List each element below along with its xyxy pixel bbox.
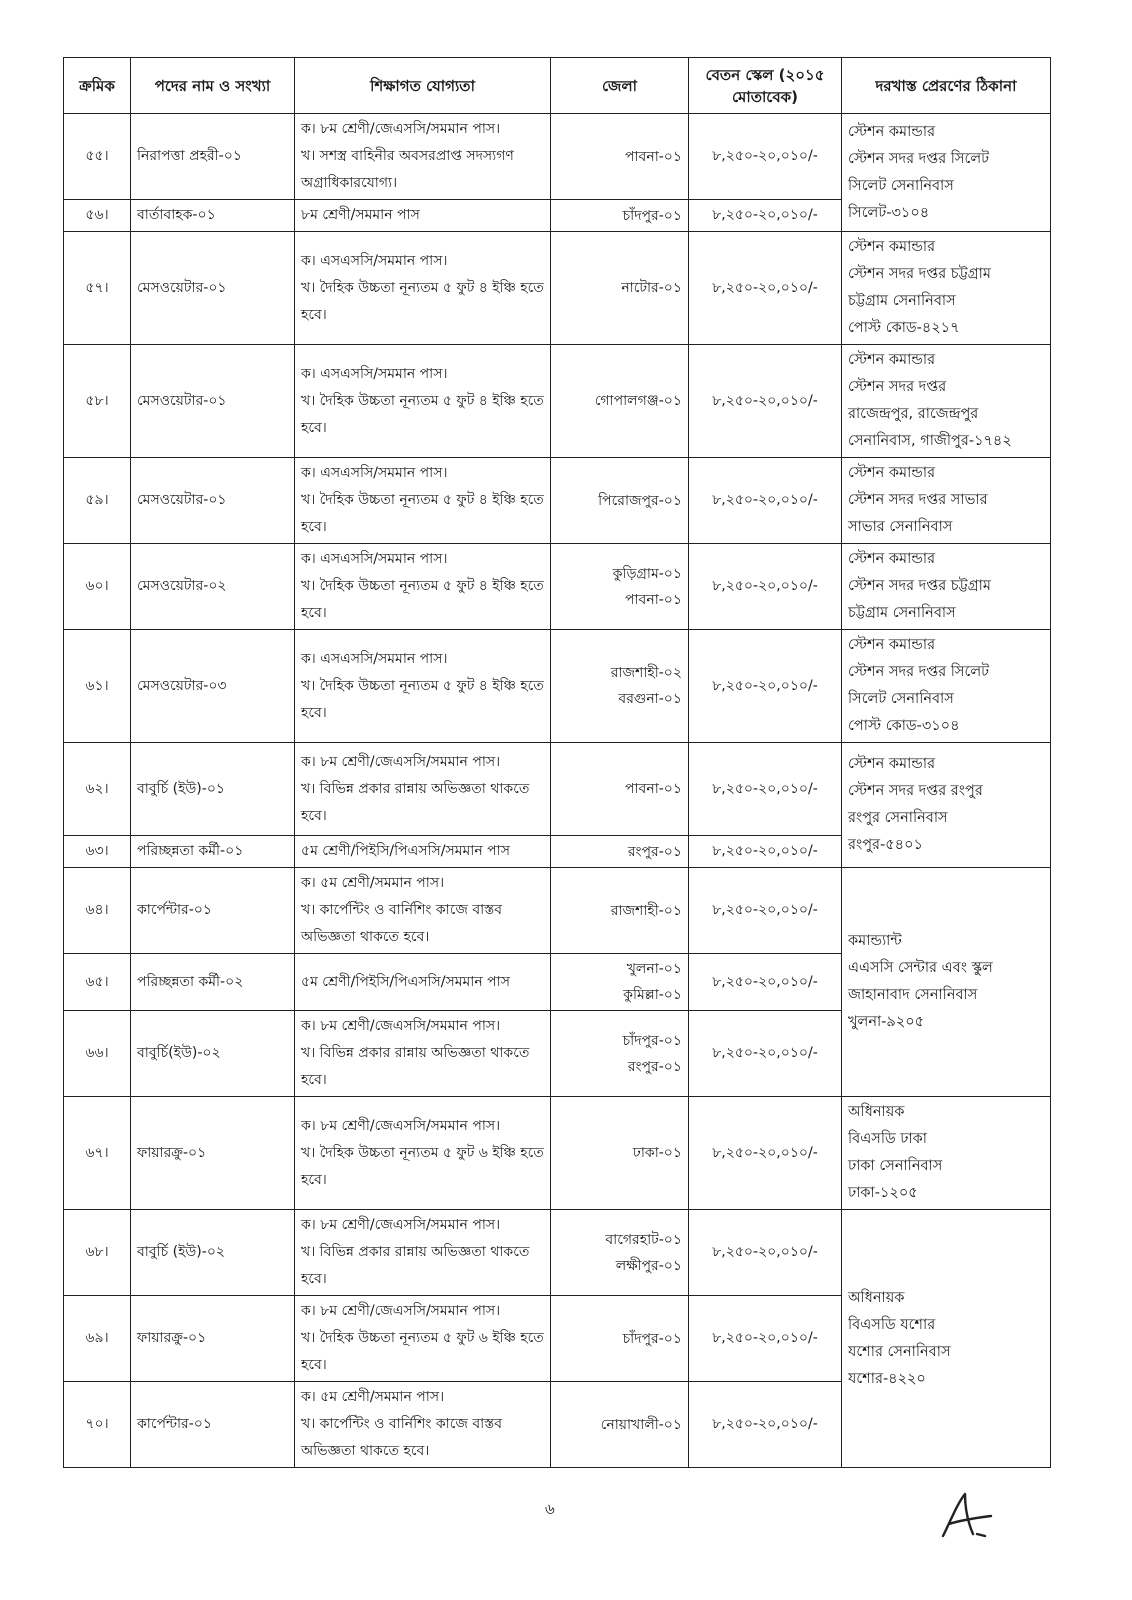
address-line: চট্টগ্রাম সেনানিবাস [848,605,956,621]
table-row [64,232,1051,345]
qualification-line: খ। দৈহিক উচ্চতা নূন্যতম ৫ ফুট ৪ ইঞ্চি হতে হবে। [301,677,544,721]
qualification-line: খ। কার্পেন্টিং ও বার্নিশিং কাজে বাস্তব অভিজ্ঞতা থাকতে হবে। [301,902,503,945]
table-row [64,743,1051,836]
qualification-line: খ। কার্পেন্টিং ও বার্নিশিং কাজে বাস্তব অভিজ্ঞতা থাকতে হবে। [301,1416,503,1459]
post-cell: বার্তাবাহক-০১ [131,200,295,232]
address-line: স্টেশন সদর দপ্তর চট্টগ্রাম [848,266,991,282]
payscale-cell: ৮,২৫০-২০,০১০/- [689,544,842,630]
address-line: সিলেট সেনানিবাস [848,177,954,194]
district-line: ঢাকা-০১ [632,1145,682,1161]
serial-cell: ৬৪। [64,868,131,954]
header-serial: ক্রমিক [64,58,131,114]
qualification-line: ক। ৮ম শ্রেণী/জেএসসি/সমমান পাস। [301,1018,501,1034]
address-cell [842,458,1051,544]
district-line: চাঁদপুর-০১ [622,207,682,224]
serial-cell: ৫৫। [64,114,131,200]
qualification-line: খ। দৈহিক উচ্চতা নূন্যতম ৫ ফুট ৪ ইঞ্চি হতে হবে। [301,492,544,535]
address-line: স্টেশন সদর দপ্তর [848,379,947,395]
address-line: খুলনা-৯২০৫ [848,1014,925,1030]
header-district: জেলা [551,58,689,114]
address-line: স্টেশন কমান্ডার [848,756,936,772]
post-cell: বাবুর্চি (ইউ)-০২ [131,1210,295,1296]
address-line: স্টেশন কমান্ডার [848,352,936,368]
address-line: রাজেন্দ্রপুর, রাজেন্দ্রপুর [848,406,979,422]
post-cell: বাবুর্চি (ইউ)-০১ [131,743,295,836]
qualification-cell [295,743,551,836]
qualification-cell [295,1097,551,1210]
qualification-line: ৮ম শ্রেণী/সমমান পাস [301,207,420,223]
payscale-cell: ৮,২৫০-২০,০১০/- [689,836,842,868]
qualification-cell [295,114,551,200]
qualification-cell [295,1210,551,1296]
serial-cell: ৬৫। [64,954,131,1011]
address-line: স্টেশন সদর দপ্তর রংপুর [848,783,983,799]
district-cell [551,200,689,232]
qualification-line: ৫ম শ্রেণী/পিইসি/পিএসসি/সমমান পাস [301,843,510,859]
post-cell: পরিচ্ছন্নতা কর্মী-০১ [131,836,295,868]
qualification-cell [295,1296,551,1382]
qualification-line: খ। সশস্ত্র বাহিনীর অবসরপ্রাপ্ত সদস্যগণ অগ্রাধিকারযোগ্য। [301,148,514,191]
address-line: অধিনায়ক [848,1104,905,1120]
payscale-cell: ৮,২৫০-২০,০১০/- [689,114,842,200]
address-cell [842,630,1051,743]
qualification-line: ৫ম শ্রেণী/পিইসি/পিএসসি/সমমান পাস [301,973,510,990]
qualification-line: ক। ৮ম শ্রেণী/জেএসসি/সমমান পাস। [301,1217,501,1233]
address-line: স্টেশন কমান্ডার [848,465,936,481]
qualification-line: ক। ৮ম শ্রেণী/জেএসসি/সমমান পাস। [301,1303,501,1319]
district-line: রংপুর-০১ [627,843,682,860]
address-line: জাহানাবাদ সেনানিবাস [848,987,978,1003]
qualification-line: ক। এসএসসি/সমমান পাস। [301,551,448,567]
district-cell [551,232,689,345]
post-cell: মেসওয়েটার-০১ [131,458,295,544]
district-line: রংপুর-০১ [627,1058,682,1075]
payscale-cell: ৮,২৫০-২০,০১০/- [689,345,842,458]
address-line: স্টেশন সদর দপ্তর সাভার [848,492,988,508]
header-payscale: বেতন স্কেল (২০১৫ মোতাবেক) [689,58,842,114]
district-line: নোয়াখালী-০১ [600,1416,682,1433]
serial-cell: ৬৬। [64,1011,131,1097]
district-line: গোপালগঞ্জ-০১ [594,393,682,409]
address-cell [842,743,1051,868]
payscale-cell: ৮,২৫০-২০,০১০/- [689,743,842,836]
payscale-cell: ৮,২৫০-২০,০১০/- [689,1011,842,1097]
district-line: খুলনা-০১ [626,961,682,977]
address-line: বিএসডি ঢাকা [848,1131,928,1147]
serial-cell: ৫৬। [64,200,131,232]
qualification-cell [295,954,551,1011]
header-qualification: শিক্ষাগত যোগ্যতা [295,58,551,114]
table-row [64,1097,1051,1210]
serial-cell: ৬২। [64,743,131,836]
district-line: লক্ষীপুর-০১ [615,1257,682,1274]
district-cell [551,345,689,458]
address-line: বিএসডি যশোর [848,1316,936,1333]
district-cell [551,630,689,743]
address-line: চট্টগ্রাম সেনানিবাস [848,293,956,309]
district-line: পাবনা-০১ [624,781,682,797]
district-line: পাবনা-০১ [624,591,682,608]
district-cell [551,1296,689,1382]
address-line: স্টেশন সদর দপ্তর সিলেট [848,664,990,680]
address-cell [842,868,1051,1097]
post-cell: মেসওয়েটার-০১ [131,232,295,345]
district-line: রাজশাহী-০১ [610,902,682,919]
district-cell [551,458,689,544]
serial-cell: ৬৭। [64,1097,131,1210]
payscale-cell: ৮,২৫০-২০,০১০/- [689,868,842,954]
qualification-line: ক। এসএসসি/সমমান পাস। [301,465,448,481]
qualification-line: খ। বিভিন্ন প্রকার রান্নায় অভিজ্ঞতা থাকতে হবে। [301,1244,530,1287]
post-cell: কার্পেন্টার-০১ [131,868,295,954]
address-line: স্টেশন কমান্ডার [848,239,936,255]
qualification-line: খ। দৈহিক উচ্চতা নূন্যতম ৫ ফুট ৬ ইঞ্চি হতে হবে। [301,1330,544,1373]
serial-cell: ৬০। [64,544,131,630]
address-line: স্টেশন সদর দপ্তর সিলেট [848,150,990,167]
qualification-line: খ। দৈহিক উচ্চতা নূন্যতম ৫ ফুট ৪ ইঞ্চি হতে হবে। [301,578,544,621]
address-line: পোস্ট কোড-৪২১৭ [848,320,960,336]
serial-cell: ৭০। [64,1382,131,1468]
address-line: কমান্ড্যান্ট [848,933,902,949]
district-cell [551,1210,689,1296]
district-line: কুড়িগ্রাম-০১ [612,565,682,582]
post-cell: ফায়ারক্রু-০১ [131,1097,295,1210]
address-cell [842,1210,1051,1468]
qualification-line: খ। দৈহিক উচ্চতা নূন্যতম ৫ ফুট ৬ ইঞ্চি হতে হবে। [301,1144,544,1188]
address-line: স্টেশন কমান্ডার [848,637,936,653]
post-cell: বাবুর্চি(ইউ)-০২ [131,1011,295,1097]
qualification-cell [295,630,551,743]
qualification-line: খ। বিভিন্ন প্রকার রান্নায় অভিজ্ঞতা থাকতে হবে। [301,780,530,824]
payscale-cell: ৮,২৫০-২০,০১০/- [689,1296,842,1382]
district-line: বাগেরহাট-০১ [605,1231,682,1248]
district-line: পিরোজপুর-০১ [598,492,682,509]
table-row [64,630,1051,743]
payscale-cell: ৮,২৫০-২০,০১০/- [689,232,842,345]
address-line: সাভার সেনানিবাস [848,519,953,535]
address-cell [842,232,1051,345]
address-line: অধিনায়ক [848,1289,905,1306]
district-cell [551,1011,689,1097]
address-line: যশোর সেনানিবাস [848,1343,951,1360]
header-address: দরখাস্ত প্রেরণের ঠিকানা [842,58,1051,114]
district-line: রাজশাহী-০২ [610,665,682,681]
signature-mark [935,1490,995,1542]
district-cell [551,868,689,954]
post-cell: মেসওয়েটার-০২ [131,544,295,630]
header-post: পদের নাম ও সংখ্যা [131,58,295,114]
post-cell: কার্পেন্টার-০১ [131,1382,295,1468]
post-cell: মেসওয়েটার-০৩ [131,630,295,743]
header-row [64,58,1051,114]
address-line: সিলেট-৩১০৪ [848,204,930,221]
payscale-cell: ৮,২৫০-২০,০১০/- [689,1382,842,1468]
address-line: সিলেট সেনানিবাস [848,691,954,707]
address-cell [842,544,1051,630]
page-number: ৬ [545,1500,555,1518]
qualification-line: ক। ৮ম শ্রেণী/জেএসসি/সমমান পাস। [301,1117,501,1134]
qualification-line: খ। দৈহিক উচ্চতা নূন্যতম ৫ ফুট ৪ ইঞ্চি হতে হবে। [301,279,544,323]
district-cell [551,114,689,200]
address-line: ঢাকা-১২০৫ [848,1185,918,1201]
qualification-line: খ। বিভিন্ন প্রকার রান্নায় অভিজ্ঞতা থাকতে হবে। [301,1045,530,1088]
address-line: রংপুর-৫৪০১ [848,837,923,853]
district-cell [551,743,689,836]
qualification-cell [295,1382,551,1468]
address-line: রংপুর সেনানিবাস [848,810,948,826]
district-line: বরগুনা-০১ [618,691,682,707]
qualification-line: ক। এসএসসি/সমমান পাস। [301,650,448,667]
serial-cell: ৬৩। [64,836,131,868]
district-line: চাঁদপুর-০১ [622,1032,682,1049]
qualification-cell [295,200,551,232]
table-row [64,868,1051,954]
district-cell [551,1097,689,1210]
post-cell: মেসওয়েটার-০১ [131,345,295,458]
district-line: কুমিল্লা-০১ [623,987,682,1003]
address-line: পোস্ট কোড-৩১০৪ [848,718,960,734]
district-cell [551,954,689,1011]
qualification-line: ক। এসএসসি/সমমান পাস। [301,252,448,269]
district-cell [551,544,689,630]
address-line: স্টেশন কমান্ডার [848,551,936,567]
qualification-cell [295,544,551,630]
post-cell: ফায়ারক্রু-০১ [131,1296,295,1382]
post-cell: পরিচ্ছন্নতা কর্মী-০২ [131,954,295,1011]
qualification-line: ক। ৫ম শ্রেণী/সমমান পাস। [301,1389,445,1405]
address-line: এএসসি সেন্টার এবং স্কুল [848,960,993,976]
address-cell [842,114,1051,232]
district-line: পাবনা-০১ [624,148,682,165]
table-row [64,1210,1051,1296]
qualification-cell [295,345,551,458]
serial-cell: ৫৯। [64,458,131,544]
qualification-cell [295,836,551,868]
payscale-cell: ৮,২৫০-২০,০১০/- [689,458,842,544]
payscale-cell: ৮,২৫০-২০,০১০/- [689,200,842,232]
district-cell [551,1382,689,1468]
payscale-cell: ৮,২৫০-২০,০১০/- [689,1097,842,1210]
qualification-line: ক। ৫ম শ্রেণী/সমমান পাস। [301,875,445,891]
address-line: স্টেশন কমান্ডার [848,123,936,140]
payscale-cell: ৮,২৫০-২০,০১০/- [689,630,842,743]
table-row [64,544,1051,630]
district-line: নাটোর-০১ [621,280,682,296]
qualification-cell [295,232,551,345]
address-line: স্টেশন সদর দপ্তর চট্টগ্রাম [848,578,991,594]
table-row [64,458,1051,544]
address-cell [842,345,1051,458]
payscale-cell: ৮,২৫০-২০,০১০/- [689,1210,842,1296]
qualification-cell [295,868,551,954]
serial-cell: ৫৭। [64,232,131,345]
table-row [64,345,1051,458]
address-line: যশোর-৪২২০ [848,1370,926,1387]
address-line: ঢাকা সেনানিবাস [848,1158,943,1174]
vacancy-table [63,57,1051,1468]
district-line: চাঁদপুর-০১ [622,1330,682,1347]
qualification-cell [295,458,551,544]
payscale-cell: ৮,২৫০-২০,০১০/- [689,954,842,1011]
address-cell [842,1097,1051,1210]
serial-cell: ৬১। [64,630,131,743]
qualification-cell [295,1011,551,1097]
qualification-line: ক। ৮ম শ্রেণী/জেএসসি/সমমান পাস। [301,753,501,770]
district-cell [551,836,689,868]
qualification-line: খ। দৈহিক উচ্চতা নূন্যতম ৫ ফুট ৪ ইঞ্চি হতে হবে। [301,392,544,436]
serial-cell: ৬৮। [64,1210,131,1296]
serial-cell: ৬৯। [64,1296,131,1382]
address-line: সেনানিবাস, গাজীপুর-১৭৪২ [848,433,1012,449]
table-row [64,114,1051,200]
serial-cell: ৫৮। [64,345,131,458]
post-cell: নিরাপত্তা প্রহরী-০১ [131,114,295,200]
qualification-line: ক। ৮ম শ্রেণী/জেএসসি/সমমান পাস। [301,121,501,137]
qualification-line: ক। এসএসসি/সমমান পাস। [301,365,448,382]
